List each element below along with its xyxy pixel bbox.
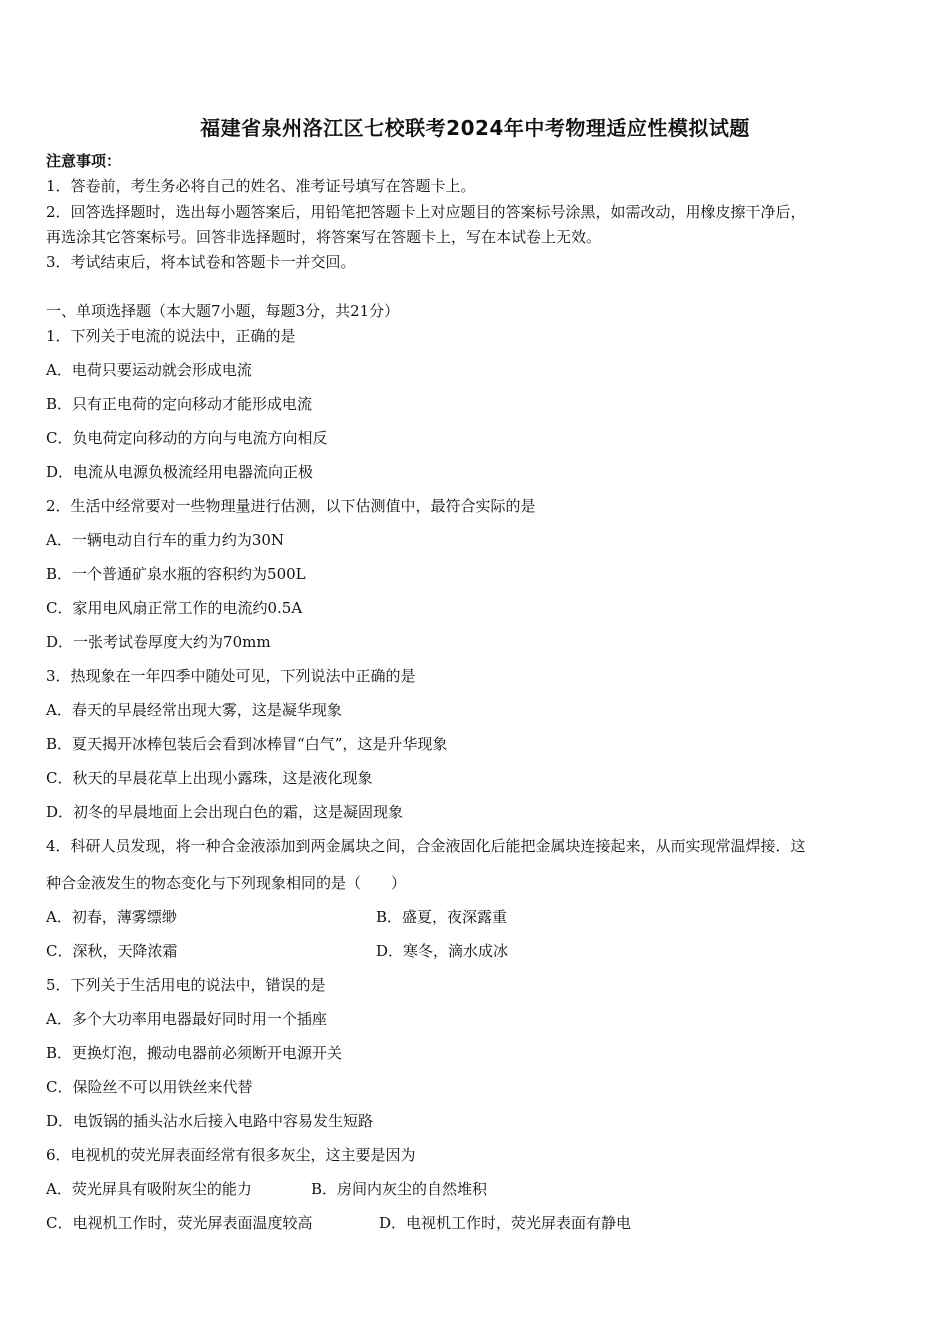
q1-option-b: B．只有正电荷的定向移动才能形成电流 — [46, 395, 313, 413]
q6-option-a: A．荧光屏具有吸附灰尘的能力 — [46, 1180, 252, 1198]
q2-option-a: A．一辆电动自行车的重力约为30N — [46, 531, 285, 549]
section-heading: 一、单项选择题（本大题7小题，每题3分，共21分） — [46, 302, 400, 320]
q5-option-c: C．保险丝不可以用铁丝来代替 — [46, 1078, 253, 1096]
q2-option-d: D．一张考试卷厚度大约为70mm — [46, 633, 271, 651]
notice-item-1: 1．答卷前，考生务必将自己的姓名、准考证号填写在答题卡上。 — [46, 177, 476, 195]
q5-stem: 5．下列关于生活用电的说法中，错误的是 — [46, 976, 326, 994]
q3-option-b: B．夏天揭开冰棒包装后会看到冰棒冒“白气”，这是升华现象 — [46, 735, 448, 753]
q6-option-d: D．电视机工作时，荧光屏表面有静电 — [379, 1214, 632, 1232]
q5-option-d: D．电饭锅的插头沾水后接入电路中容易发生短路 — [46, 1112, 374, 1130]
q4-stem-line2: 种合金液发生的物态变化与下列现象相同的是（ ） — [46, 874, 407, 892]
q2-option-c: C．家用电风扇正常工作的电流约0.5A — [46, 599, 303, 617]
notice-heading: 注意事项： — [46, 152, 122, 170]
q1-option-a: A．电荷只要运动就会形成电流 — [46, 361, 252, 379]
notice-item-3: 3．考试结束后，将本试卷和答题卡一并交回。 — [46, 253, 356, 271]
q3-option-a: A．春天的早晨经常出现大雾，这是凝华现象 — [46, 701, 342, 719]
q4-option-c: C．深秋，天降浓霜 — [46, 942, 178, 960]
notice-item-2: 2．回答选择题时，选出每小题答案后，用铅笔把答题卡上对应题目的答案标号涂黑，如需改动，用橡皮擦干净后， — [46, 203, 806, 221]
q6-option-b: B．房间内灰尘的自然堆积 — [311, 1180, 488, 1198]
q1-option-d: D．电流从电源负极流经用电器流向正极 — [46, 463, 314, 481]
exam-title: 福建省泉州洛江区七校联考2024年中考物理适应性模拟试题 — [200, 116, 750, 140]
q3-option-c: C．秋天的早晨花草上出现小露珠，这是液化现象 — [46, 769, 373, 787]
q4-option-d: D．寒冬，滴水成冰 — [376, 942, 509, 960]
q1-stem: 1．下列关于电流的说法中，正确的是 — [46, 327, 296, 345]
notice-item-2-cont: 再选涂其它答案标号。回答非选择题时，将答案写在答题卡上，写在本试卷上无效。 — [46, 228, 602, 246]
q4-stem-line1: 4．科研人员发现，将一种合金液添加到两金属块之间，合金液固化后能把金属块连接起来，从而实现常温焊接．这 — [46, 837, 806, 855]
q4-option-b: B．盛夏，夜深露重 — [376, 908, 508, 926]
q2-option-b: B．一个普通矿泉水瓶的容积约为500L — [46, 565, 306, 583]
q2-stem: 2．生活中经常要对一些物理量进行估测，以下估测值中，最符合实际的是 — [46, 497, 536, 515]
q1-option-c: C．负电荷定向移动的方向与电流方向相反 — [46, 429, 328, 447]
q6-stem: 6．电视机的荧光屏表面经常有很多灰尘，这主要是因为 — [46, 1146, 416, 1164]
q6-option-c: C．电视机工作时，荧光屏表面温度较高 — [46, 1214, 313, 1232]
q3-stem: 3．热现象在一年四季中随处可见，下列说法中正确的是 — [46, 667, 416, 685]
q5-option-b: B．更换灯泡，搬动电器前必须断开电源开关 — [46, 1044, 343, 1062]
q3-option-d: D．初冬的早晨地面上会出现白色的霜，这是凝固现象 — [46, 803, 404, 821]
q4-option-a: A．初春，薄雾缥缈 — [46, 908, 177, 926]
q5-option-a: A．多个大功率用电器最好同时用一个插座 — [46, 1010, 327, 1028]
